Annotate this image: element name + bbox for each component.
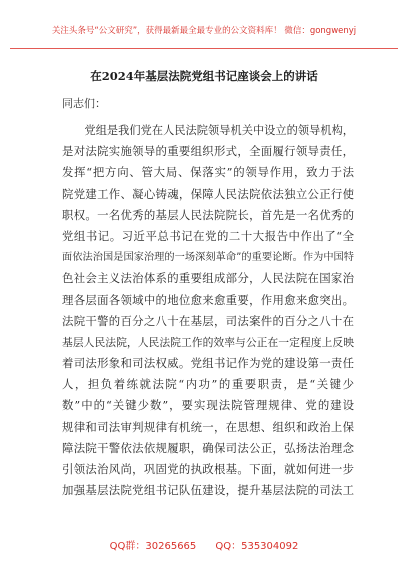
document-title: 在2024年基层法院党组书记座谈会上的讲话 xyxy=(90,69,318,83)
header-divider xyxy=(10,48,398,49)
greeting: 同志们： xyxy=(62,97,106,110)
body-line: 引领法治风尚，巩固党的执政根基。下面，就如何进一步 xyxy=(62,462,354,476)
body-line: 是对法院实施领导的重要组织形式，全面履行领导责任， xyxy=(62,144,354,159)
body-line: 基层人民法院，人民法院工作的效率与公正在一定程度上反映 xyxy=(62,335,354,349)
footer-contact: QQ群：30265665 QQ：535304092 xyxy=(109,541,299,552)
body-paragraph xyxy=(62,120,354,501)
body-line: 加强基层法院党组书记队伍建设，提升基层法院的司法工 xyxy=(62,483,354,498)
body-line: 着司法形象和司法权威。党组书记作为党的建设第一责任 xyxy=(62,356,354,371)
body-line: 职权。一名优秀的基层人民法院院长，首先是一名优秀的 xyxy=(62,207,354,222)
body-line: 规律和司法审判规律有机统一，在思想、组织和政治上保 xyxy=(62,419,354,434)
body-line: 人，担负着练就法院“内功”的重要职责，是“关键少 xyxy=(62,377,354,392)
body-line: 党组是我们党在人民法院领导机关中设立的领导机构， xyxy=(62,124,354,137)
header-notice: 关注头条号“公文研究”，获得最新最全最专业的公文资料库！ 微信：gongwenyj xyxy=(51,26,357,36)
body-line: 面依法治国是国家治理的一场深刻革命”的重要论断。作为中国特 xyxy=(62,252,354,264)
body-line: 发挥“把方向、管大局、保落实”的领导作用，致力于法 xyxy=(62,165,354,180)
body-line: 党组书记。习近平总书记在党的二十大报告中作出了“全 xyxy=(62,228,354,243)
body-line: 理各层面各领域中的地位愈来愈重要，作用愈来愈突出。 xyxy=(62,292,354,307)
body-line: 数”中的“关键少数”，要实现法院管理规律、党的建设 xyxy=(62,398,354,413)
body-line: 院党建工作、凝心铸魂，保障人民法院依法独立公正行使 xyxy=(62,186,354,201)
body-line: 法院干警的百分之八十在基层，司法案件的百分之八十在 xyxy=(62,313,354,328)
body-line: 色社会主义法治体系的重要组成部分，人民法院在国家治 xyxy=(62,271,354,286)
body-line: 障法院干警依法依规履职，确保司法公正，弘扬法治理念 xyxy=(62,440,354,455)
